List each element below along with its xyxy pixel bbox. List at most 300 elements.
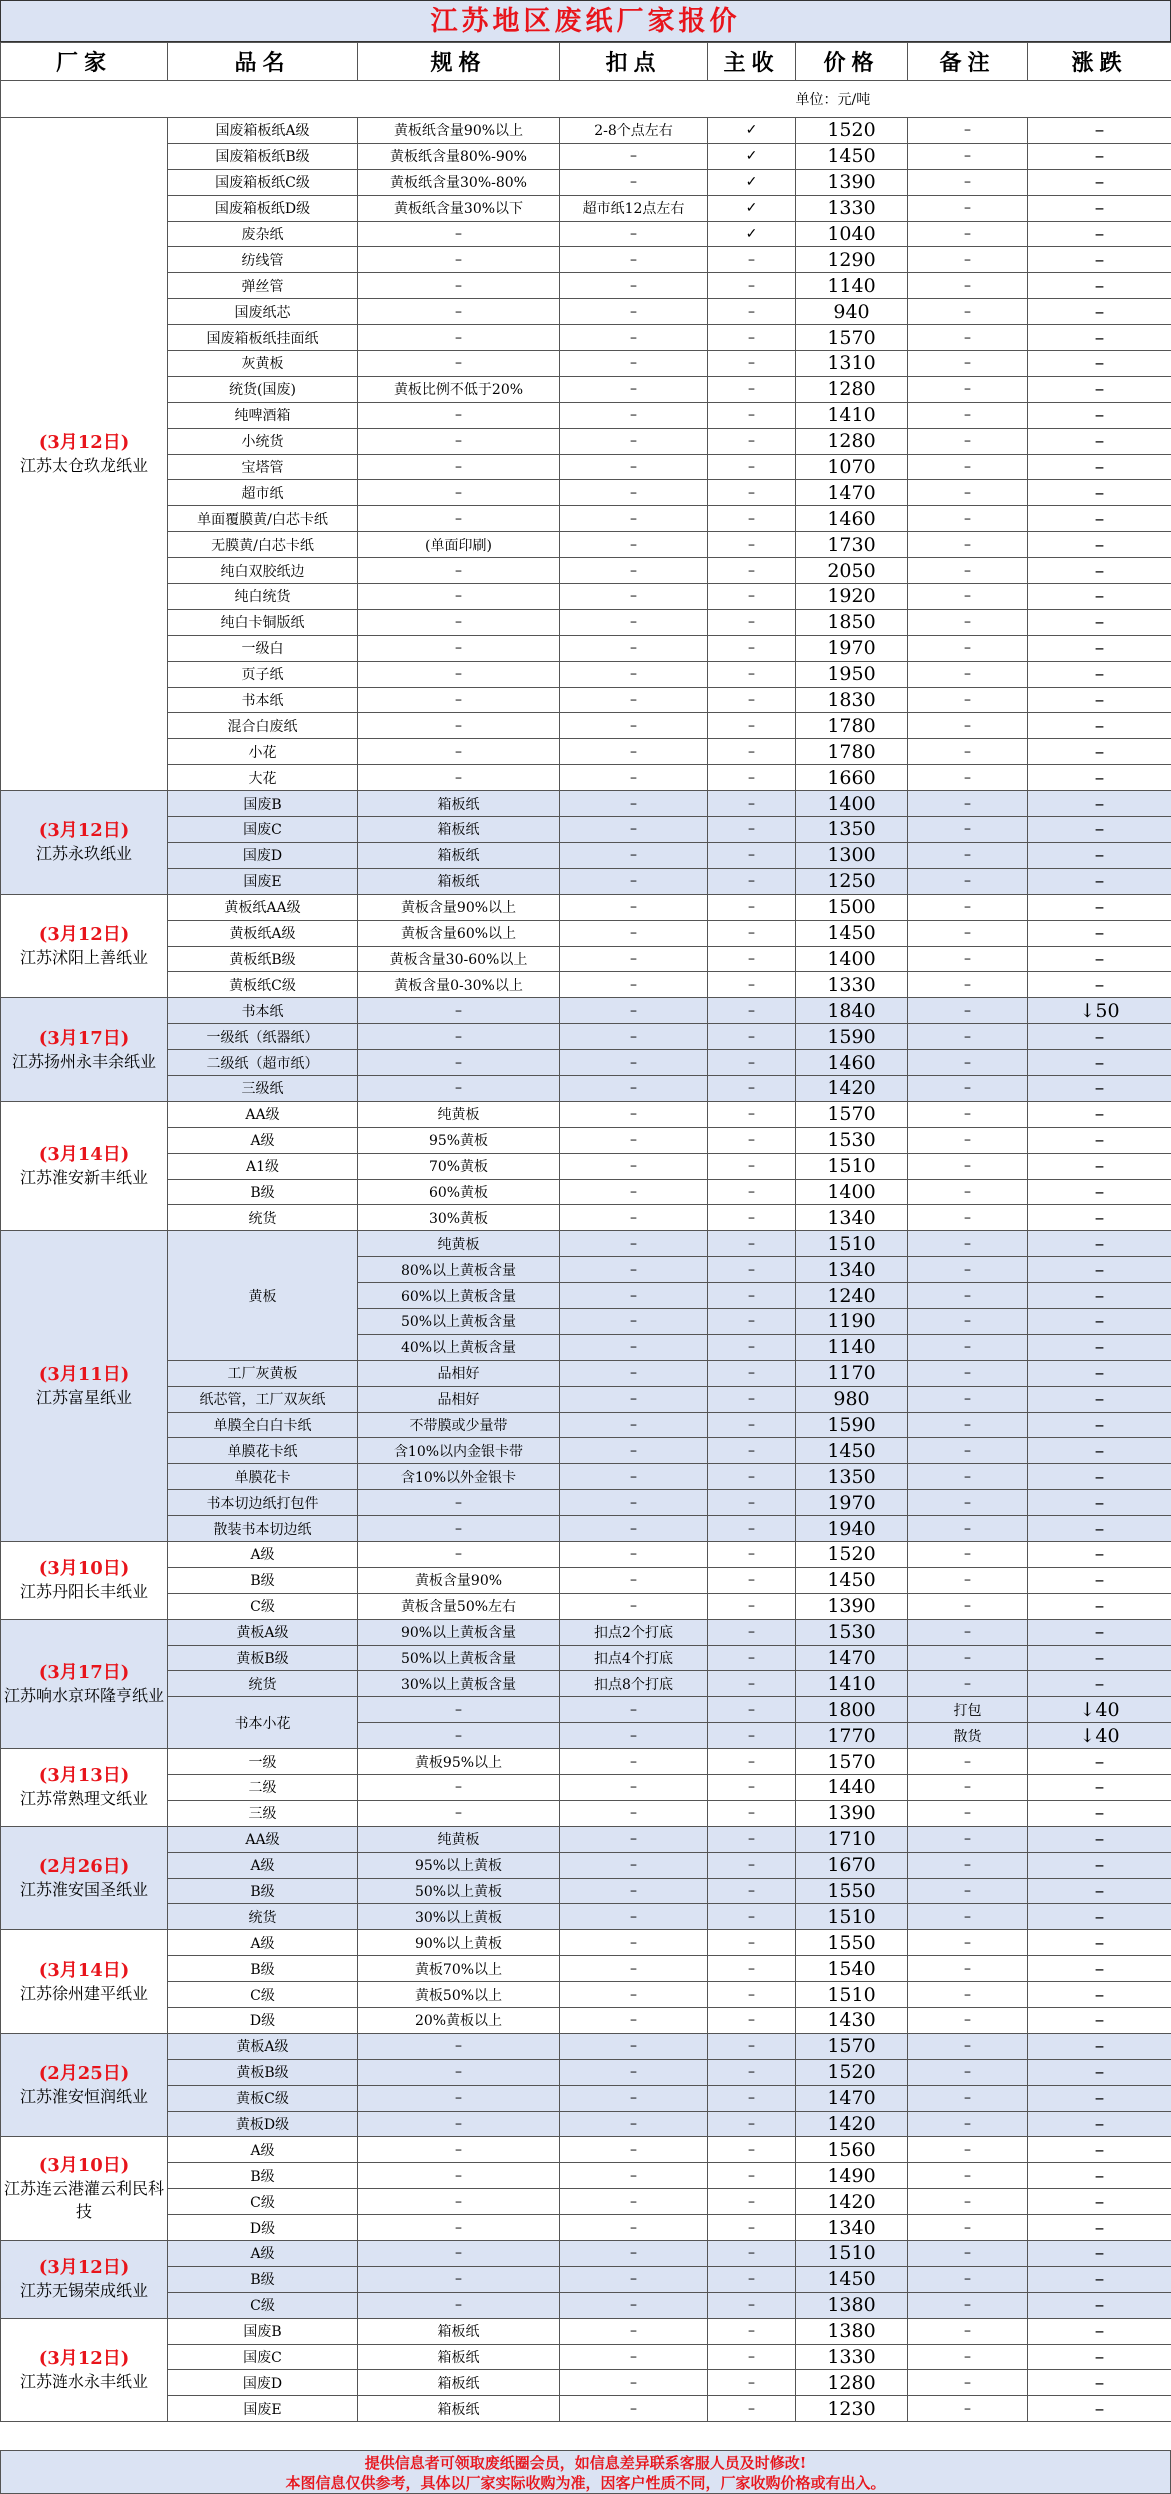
spec: 90%以上黄板含量 <box>358 1619 560 1645</box>
spec: 箱板纸 <box>358 868 560 894</box>
deduction: – <box>560 842 708 868</box>
deduction: – <box>560 2033 708 2059</box>
deduction: 超市纸12点左右 <box>560 195 708 221</box>
main-purchase: – <box>708 584 796 610</box>
product-name: 统货 <box>168 1904 358 1930</box>
price: 1430 <box>796 2008 908 2034</box>
price: 1400 <box>796 791 908 817</box>
remark: – <box>908 2215 1028 2241</box>
change: – <box>1028 1800 1171 1826</box>
spec: 30%以上黄板 <box>358 1904 560 1930</box>
deduction: – <box>560 325 708 351</box>
deduction: – <box>560 1904 708 1930</box>
product-name: 黄板 <box>168 1231 358 1360</box>
deduction: – <box>560 1593 708 1619</box>
deduction: – <box>560 2215 708 2241</box>
price: 1300 <box>796 842 908 868</box>
deduction: – <box>560 1723 708 1749</box>
table-row <box>1 1826 1171 1852</box>
deduction: – <box>560 1050 708 1076</box>
change: – <box>1028 1645 1171 1671</box>
main-purchase: – <box>708 842 796 868</box>
remark: – <box>908 1775 1028 1801</box>
price: 1970 <box>796 1490 908 1516</box>
deduction: – <box>560 480 708 506</box>
product-name: 国废D <box>168 2370 358 2396</box>
price: 1450 <box>796 1567 908 1593</box>
company-date: (3月12日) <box>38 820 130 842</box>
change: – <box>1028 1024 1171 1050</box>
price: 1390 <box>796 1800 908 1826</box>
deduction: – <box>560 609 708 635</box>
price: 1070 <box>796 454 908 480</box>
spec: – <box>358 2111 560 2137</box>
product-name: 书本切边纸打包件 <box>168 1490 358 1516</box>
table-row <box>1 972 1171 998</box>
product-name: 小花 <box>168 739 358 765</box>
main-purchase: – <box>708 1386 796 1412</box>
remark: – <box>908 1516 1028 1542</box>
main-purchase: – <box>708 1127 796 1153</box>
company-date: (3月14日) <box>38 1144 130 1166</box>
remark: – <box>908 221 1028 247</box>
main-purchase: – <box>708 765 796 791</box>
main-purchase: – <box>708 1101 796 1127</box>
main-purchase: – <box>708 2008 796 2034</box>
company-cell <box>1 1231 168 1542</box>
remark: – <box>908 1308 1028 1334</box>
remark: – <box>908 842 1028 868</box>
remark: – <box>908 2266 1028 2292</box>
header-cell: 涨跌 <box>1028 43 1171 81</box>
table-row <box>1 584 1171 610</box>
change: – <box>1028 1179 1171 1205</box>
remark: – <box>908 1567 1028 1593</box>
table-row <box>1 1127 1171 1153</box>
spec: 黄板50%以上 <box>358 1982 560 2008</box>
table-row <box>1 1075 1171 1101</box>
product-name: 黄板A级 <box>168 2033 358 2059</box>
price: 1520 <box>796 2059 908 2085</box>
deduction: – <box>560 1852 708 1878</box>
remark: – <box>908 713 1028 739</box>
remark: – <box>908 1153 1028 1179</box>
main-purchase: – <box>708 532 796 558</box>
table-row <box>1 1541 1171 1567</box>
deduction: – <box>560 1516 708 1542</box>
main-purchase: – <box>708 1775 796 1801</box>
product-name: 宝塔管 <box>168 454 358 480</box>
main-purchase: – <box>708 661 796 687</box>
price: 1780 <box>796 739 908 765</box>
header-cell: 扣点 <box>560 43 708 81</box>
price: 1590 <box>796 1412 908 1438</box>
spec: – <box>358 2137 560 2163</box>
change: – <box>1028 687 1171 713</box>
main-purchase: – <box>708 609 796 635</box>
remark: – <box>908 1205 1028 1231</box>
spec: 纯黄板 <box>358 1826 560 1852</box>
product-name: 黄板A级 <box>168 1619 358 1645</box>
remark: – <box>908 1982 1028 2008</box>
deduction: – <box>560 1412 708 1438</box>
main-purchase: – <box>708 1697 796 1723</box>
main-purchase: – <box>708 402 796 428</box>
main-purchase: – <box>708 2111 796 2137</box>
spec: – <box>358 2085 560 2111</box>
main-purchase: – <box>708 1982 796 2008</box>
change: – <box>1028 817 1171 843</box>
main-purchase: – <box>708 1567 796 1593</box>
deduction: – <box>560 1438 708 1464</box>
deduction: – <box>560 2111 708 2137</box>
company-date: (2月25日) <box>38 2063 130 2085</box>
main-purchase: – <box>708 299 796 325</box>
change: – <box>1028 1930 1171 1956</box>
spec: 品相好 <box>358 1360 560 1386</box>
company-name: 江苏连云港灌云利民科技 <box>3 2179 164 2222</box>
price: 980 <box>796 1386 908 1412</box>
remark: – <box>908 791 1028 817</box>
change: – <box>1028 532 1171 558</box>
deduction: – <box>560 143 708 169</box>
remark: – <box>908 1231 1028 1257</box>
change: – <box>1028 376 1171 402</box>
spec: – <box>358 273 560 299</box>
product-name: 国废纸芯 <box>168 299 358 325</box>
table-row <box>1 1749 1171 1775</box>
change: – <box>1028 1619 1171 1645</box>
spec: 黄板含量90%以上 <box>358 894 560 920</box>
change: – <box>1028 2189 1171 2215</box>
spec: 30%以上黄板含量 <box>358 1671 560 1697</box>
deduction: – <box>560 558 708 584</box>
price: 1380 <box>796 2318 908 2344</box>
remark: – <box>908 894 1028 920</box>
change: – <box>1028 791 1171 817</box>
company-cell <box>1 2137 168 2241</box>
spec: – <box>358 1697 560 1723</box>
price: 1420 <box>796 2111 908 2137</box>
main-purchase: – <box>708 1464 796 1490</box>
table-row <box>1 480 1171 506</box>
remark: – <box>908 2033 1028 2059</box>
product-name: AA级 <box>168 1826 358 1852</box>
change: – <box>1028 1516 1171 1542</box>
deduction: – <box>560 402 708 428</box>
product-name: A级 <box>168 2137 358 2163</box>
price: 1570 <box>796 325 908 351</box>
change: ↓40 <box>1028 1723 1171 1749</box>
spec: – <box>358 221 560 247</box>
deduction: – <box>560 687 708 713</box>
table-row <box>1 299 1171 325</box>
spec: 30%黄板 <box>358 1205 560 1231</box>
remark: – <box>908 118 1028 144</box>
company-name: 江苏丹阳长丰纸业 <box>19 1582 148 1602</box>
unit-row <box>1 81 1171 118</box>
product-name: 统货(国废) <box>168 376 358 402</box>
product-name: 黄板B级 <box>168 1645 358 1671</box>
deduction: – <box>560 713 708 739</box>
change: – <box>1028 739 1171 765</box>
table-row <box>1 2318 1171 2344</box>
product-name: C级 <box>168 2189 358 2215</box>
spec: (单面印刷) <box>358 532 560 558</box>
spec: 箱板纸 <box>358 2318 560 2344</box>
deduction: – <box>560 1775 708 1801</box>
table-row <box>1 2137 1171 2163</box>
spec: – <box>358 661 560 687</box>
spec: 黄板纸含量90%以上 <box>358 118 560 144</box>
main-purchase: – <box>708 558 796 584</box>
price: 1850 <box>796 609 908 635</box>
change: – <box>1028 1593 1171 1619</box>
change: – <box>1028 169 1171 195</box>
remark: – <box>908 1749 1028 1775</box>
change: – <box>1028 195 1171 221</box>
header-cell: 主收 <box>708 43 796 81</box>
price: 1770 <box>796 1723 908 1749</box>
table-row <box>1 946 1171 972</box>
product-name: 国废E <box>168 2396 358 2422</box>
table-row <box>1 1412 1171 1438</box>
product-name: 书本纸 <box>168 687 358 713</box>
price: 1340 <box>796 1257 908 1283</box>
price: 1710 <box>796 1826 908 1852</box>
price: 1330 <box>796 972 908 998</box>
product-name: 书本小花 <box>168 1697 358 1749</box>
table-row <box>1 1697 1171 1723</box>
remark: – <box>908 1257 1028 1283</box>
remark: – <box>908 1490 1028 1516</box>
change: – <box>1028 1490 1171 1516</box>
main-purchase: ✓ <box>708 118 796 144</box>
main-purchase: – <box>708 946 796 972</box>
table-row <box>1 273 1171 299</box>
change: – <box>1028 2137 1171 2163</box>
spec: 箱板纸 <box>358 2344 560 2370</box>
main-purchase: – <box>708 2215 796 2241</box>
spec: – <box>358 428 560 454</box>
change: – <box>1028 868 1171 894</box>
company-date: (3月17日) <box>38 1027 130 1049</box>
main-purchase: – <box>708 1878 796 1904</box>
product-name: 工厂灰黄板 <box>168 1360 358 1386</box>
remark: – <box>908 2137 1028 2163</box>
table-row <box>1 1800 1171 1826</box>
table-row <box>1 2008 1171 2034</box>
price: 1470 <box>796 1645 908 1671</box>
change: – <box>1028 1749 1171 1775</box>
deduction: – <box>560 2370 708 2396</box>
change: – <box>1028 1050 1171 1076</box>
product-name: D级 <box>168 2215 358 2241</box>
product-name: 统货 <box>168 1671 358 1697</box>
spec: 黄板含量90% <box>358 1567 560 1593</box>
product-name: 黄板纸B级 <box>168 946 358 972</box>
product-name: 黄板纸AA级 <box>168 894 358 920</box>
deduction: – <box>560 2318 708 2344</box>
price: 1490 <box>796 2163 908 2189</box>
price: 1470 <box>796 480 908 506</box>
price: 1950 <box>796 661 908 687</box>
deduction: – <box>560 1334 708 1360</box>
product-name: 国废箱板纸B级 <box>168 143 358 169</box>
change: – <box>1028 325 1171 351</box>
deduction: – <box>560 765 708 791</box>
product-name: A级 <box>168 1930 358 1956</box>
price: 1410 <box>796 402 908 428</box>
change: – <box>1028 558 1171 584</box>
spec: – <box>358 584 560 610</box>
deduction: – <box>560 351 708 377</box>
main-purchase: – <box>708 817 796 843</box>
table-row <box>1 1671 1171 1697</box>
change: – <box>1028 1464 1171 1490</box>
spec: – <box>358 1050 560 1076</box>
spec: – <box>358 739 560 765</box>
product-name: 纸芯管，工厂双灰纸 <box>168 1386 358 1412</box>
change: ↓40 <box>1028 1697 1171 1723</box>
spec: – <box>358 1723 560 1749</box>
company-cell <box>1 1826 168 1930</box>
table-row <box>1 402 1171 428</box>
remark: – <box>908 480 1028 506</box>
main-purchase: – <box>708 1334 796 1360</box>
price: 1400 <box>796 1179 908 1205</box>
table-row <box>1 1386 1171 1412</box>
change: – <box>1028 920 1171 946</box>
remark: – <box>908 868 1028 894</box>
main-purchase: – <box>708 1050 796 1076</box>
remark: – <box>908 2396 1028 2422</box>
price: 1830 <box>796 687 908 713</box>
main-purchase: – <box>708 1930 796 1956</box>
spec: 纯黄板 <box>358 1231 560 1257</box>
price: 1510 <box>796 1153 908 1179</box>
table-row <box>1 1153 1171 1179</box>
change: – <box>1028 143 1171 169</box>
spec: 40%以上黄板含量 <box>358 1334 560 1360</box>
price: 1660 <box>796 765 908 791</box>
product-name: A级 <box>168 1541 358 1567</box>
remark: – <box>908 609 1028 635</box>
price: 1380 <box>796 2292 908 2318</box>
change: – <box>1028 2318 1171 2344</box>
product-name: B级 <box>168 1956 358 1982</box>
remark: – <box>908 273 1028 299</box>
spec: – <box>358 1490 560 1516</box>
deduction: 扣点8个打底 <box>560 1671 708 1697</box>
spec: – <box>358 2189 560 2215</box>
remark: 散货 <box>908 1723 1028 1749</box>
change: – <box>1028 221 1171 247</box>
company-name: 江苏涟水永丰纸业 <box>19 2371 148 2391</box>
product-name: B级 <box>168 2266 358 2292</box>
change: – <box>1028 713 1171 739</box>
table-row <box>1 221 1171 247</box>
main-purchase: – <box>708 1904 796 1930</box>
product-name: 黄板纸A级 <box>168 920 358 946</box>
table-row <box>1 1101 1171 1127</box>
spec: 箱板纸 <box>358 791 560 817</box>
deduction: – <box>560 1982 708 2008</box>
deduction: 2-8个点左右 <box>560 118 708 144</box>
main-purchase: – <box>708 1153 796 1179</box>
main-purchase: – <box>708 2059 796 2085</box>
product-name: 国废箱板纸挂面纸 <box>168 325 358 351</box>
spec: – <box>358 2215 560 2241</box>
remark: – <box>908 661 1028 687</box>
main-purchase: ✓ <box>708 221 796 247</box>
remark: – <box>908 299 1028 325</box>
remark: – <box>908 1852 1028 1878</box>
table-row <box>1 739 1171 765</box>
product-name: B级 <box>168 2163 358 2189</box>
deduction: – <box>560 2059 708 2085</box>
table-row <box>1 247 1171 273</box>
spec: – <box>358 454 560 480</box>
deduction: – <box>560 1541 708 1567</box>
table-row <box>1 2215 1171 2241</box>
remark: – <box>908 1050 1028 1076</box>
main-purchase: – <box>708 2241 796 2267</box>
table-row <box>1 920 1171 946</box>
table-row <box>1 376 1171 402</box>
price: 1560 <box>796 2137 908 2163</box>
remark: – <box>908 2370 1028 2396</box>
table-row <box>1 609 1171 635</box>
product-name: AA级 <box>168 1101 358 1127</box>
deduction: – <box>560 454 708 480</box>
deduction: – <box>560 1127 708 1153</box>
remark: 打包 <box>908 1697 1028 1723</box>
spec: 不带膜或少量带 <box>358 1412 560 1438</box>
deduction: 扣点4个打底 <box>560 1645 708 1671</box>
deduction: – <box>560 1101 708 1127</box>
change: – <box>1028 1438 1171 1464</box>
remark: – <box>908 584 1028 610</box>
spec: – <box>358 2059 560 2085</box>
change: – <box>1028 2396 1171 2422</box>
product-name: 散装书本切边纸 <box>168 1516 358 1542</box>
deduction: – <box>560 584 708 610</box>
spec: – <box>358 1541 560 1567</box>
price: 1250 <box>796 868 908 894</box>
main-purchase: – <box>708 972 796 998</box>
change: – <box>1028 454 1171 480</box>
table-row <box>1 2266 1171 2292</box>
price: 1780 <box>796 713 908 739</box>
price: 1350 <box>796 817 908 843</box>
product-name: 国废D <box>168 842 358 868</box>
deduction: – <box>560 1930 708 1956</box>
company-name: 江苏永玖纸业 <box>35 844 132 864</box>
company-date: (3月13日) <box>38 1765 130 1787</box>
deduction: – <box>560 1205 708 1231</box>
table-row <box>1 2241 1171 2267</box>
spec: 含10%以内金银卡带 <box>358 1438 560 1464</box>
spec: – <box>358 480 560 506</box>
spec: – <box>358 351 560 377</box>
change: – <box>1028 1257 1171 1283</box>
spec: – <box>358 1516 560 1542</box>
remark: – <box>908 1878 1028 1904</box>
product-name: A级 <box>168 1852 358 1878</box>
deduction: – <box>560 2396 708 2422</box>
company-name: 江苏富星纸业 <box>35 1388 132 1408</box>
